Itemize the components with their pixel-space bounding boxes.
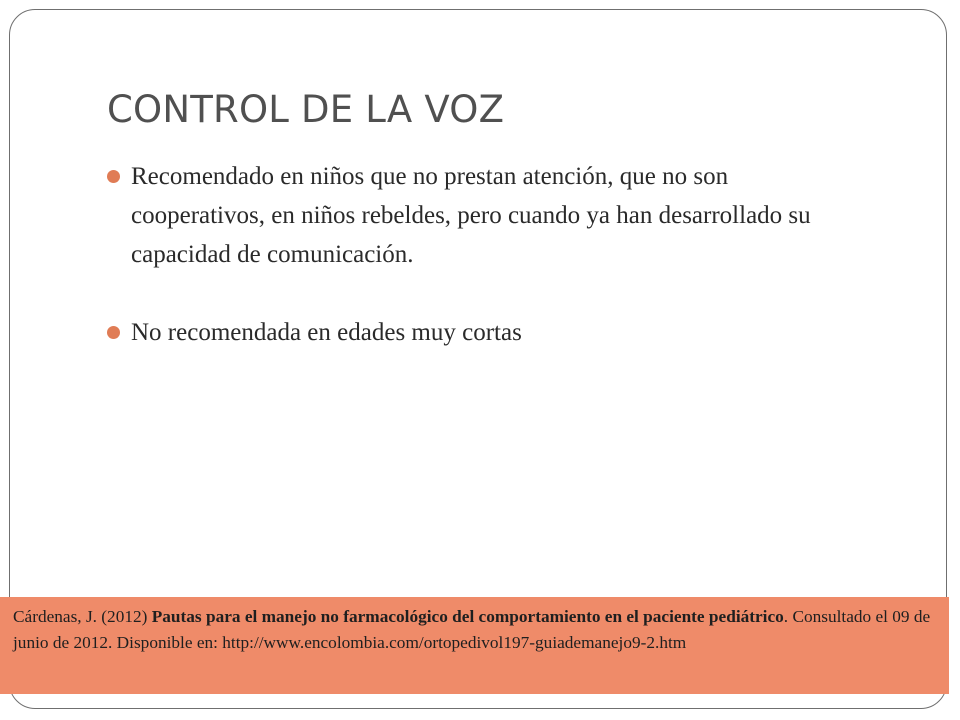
reference-author-year: Cárdenas, J. (2012) (13, 607, 152, 626)
bullet-text: Recomendado en niños que no prestan atención, que no son cooperativos, en niños rebeldes, pero cuando ya han desarrollado su capacidad de comunicación. (131, 163, 811, 268)
bullet-icon (107, 326, 120, 339)
bullet-text: No recomendada en edades muy cortas (131, 319, 522, 346)
reference-citation (0, 597, 949, 694)
bullet-list (106, 157, 866, 352)
bullet-item (106, 313, 866, 352)
reference-availability: . Consultado el 09 de junio de 2012. Disponible en: http://www.encolombia.com/ortopedivol197-guiademanejo9-2.htm (13, 607, 931, 652)
bullet-item (106, 157, 866, 274)
slide-title: CONTROL DE LA VOZ (107, 88, 505, 131)
bullet-icon (107, 170, 120, 183)
reference-work-title: Pautas para el manejo no farmacológico del comportamiento en el paciente pediátrico (151, 607, 784, 626)
